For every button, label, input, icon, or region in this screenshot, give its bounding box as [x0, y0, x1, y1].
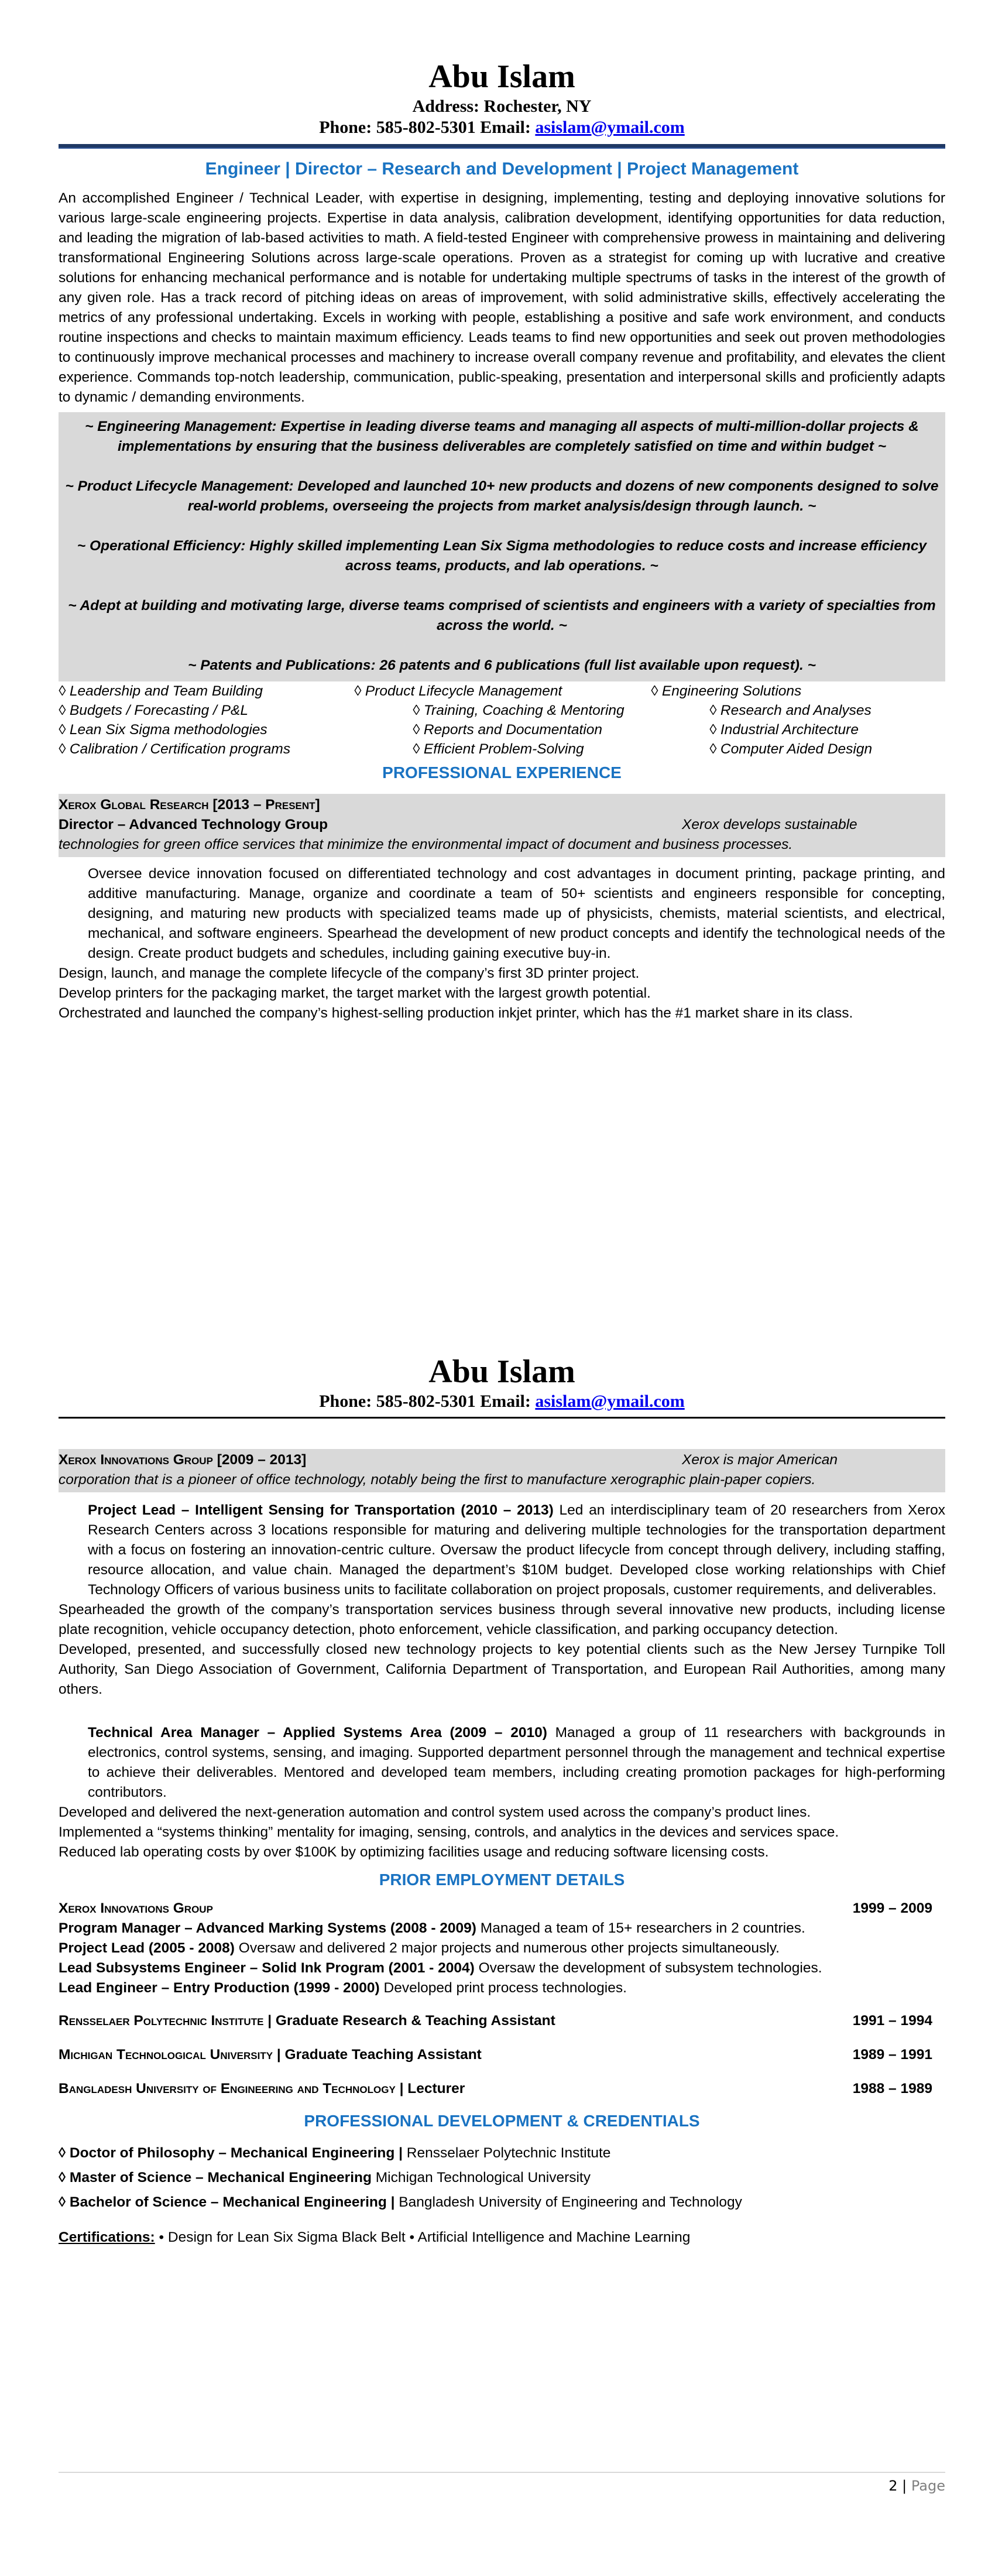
professional-tagline: Engineer | Director – Research and Development | Project Management	[205, 159, 799, 179]
role-entry	[59, 1501, 945, 1600]
achievement-item: Spearheaded the growth of the company’s transportation services business through several innovative new products, including license plate recognition, vehicle occupancy detection, photo enforcement, vehicle classification, and parking occupancy detection.	[59, 1602, 945, 1638]
section-title-prior-employment: PRIOR EMPLOYMENT DETAILS	[379, 1871, 625, 1889]
company-name: Xerox Innovations Group [2009 – 2013]	[59, 1452, 307, 1468]
role-title: Project Lead – Intelligent Sensing for Transportation (2010 – 2013)	[88, 1502, 554, 1518]
section-title-experience: PROFESSIONAL EXPERIENCE	[382, 763, 622, 782]
company-box-xerox-innovations	[59, 1449, 945, 1492]
role-overview: Oversee device innovation focused on differentiated technology and cost advantages in document printing, package printing, and additive manufacturing. Manage, organize and coordinate a team of 50+ scientists and engineers responsible for concepting, designing, and maturing new products with specialized teams made up of physicists, chemists, material scientists, and electrical, mechanical, and software engineers. Spearhead the development of new product concepts and identify the technological needs of the design. Create product budgets and schedules, including gaining executive buy-in.	[88, 866, 945, 961]
role-title: Lead Engineer – Entry Production (1999 - 2000)	[59, 1980, 380, 1996]
prior-role	[59, 1978, 945, 1998]
highlight-item: ~ Operational Efficiency: Highly skilled implementing Lean Six Sigma methodologies to reduce costs and increase efficiency across teams, products, and lab operations. ~	[77, 538, 927, 574]
role-title: Program Manager – Advanced Marking Systems (2008 - 2009)	[59, 1920, 476, 1936]
degree: ◊ Master of Science – Mechanical Engineering	[59, 2170, 372, 2186]
skill-item: ◊ Efficient Problem-Solving	[413, 741, 584, 757]
contact-line	[59, 117, 945, 138]
skill-item: ◊ Engineering Solutions	[651, 683, 802, 699]
company-name: Xerox Global Research [2013 – Present]	[59, 797, 320, 813]
highlights-box	[59, 412, 945, 681]
summary-paragraph: An accomplished Engineer / Technical Leader, with expertise in designing, implementing, testing and deploying innovative solutions for various large-scale engineering projects. Expertise in data analysis, calibration development, identifying opportunities for data reduction, and leading the migration of lab-based activities to math. A field-tested Engineer with comprehensive prowess in maintaining and delivering transformational Engineering Solutions across large-scale operations. Proven as a strategist for coming up with lucrative and creative solutions for enhancing mechanical performance and is notable for undertaking multiple spectrums of tasks in the interest of the growth of any given role. Has a track record of pitching ideas on areas of improvement, with solid administrative skills, effectively accelerating the metrics of any professional undertaking. Excels in working with people, establishing a positive and safe work environment, and conducts routine inspections and checks to maintain maximum efficiency. Leads teams to find new opportunities and seek out proven methodologies to continuously improve mechanical processes and machinery to increase overall company revenue and profitability, and elevates the client experience. Commands top-notch leadership, communication, public-speaking, presentation and interpersonal skills and proficiently adapts to dynamic / demanding environments.	[59, 190, 945, 405]
footer-divider	[59, 2472, 945, 2473]
contact-line	[59, 1391, 945, 1412]
company-line	[59, 1450, 945, 1470]
employment-dates: 1988 – 1989	[852, 2081, 932, 2097]
skill-item: ◊ Budgets / Forecasting / P&L	[59, 703, 248, 718]
certifications-list: • Design for Lean Six Sigma Black Belt • Artificial Intelligence and Machine Learning	[155, 2229, 691, 2245]
page-1	[59, 57, 945, 1023]
header-divider	[59, 1417, 945, 1419]
academic-position	[59, 2079, 945, 2099]
position-title: | Graduate Teaching Assistant	[273, 2047, 482, 2063]
skill-item: ◊ Training, Coaching & Mentoring	[413, 703, 625, 718]
achievement-item: Reduced lab operating costs by over $100K by optimizing facilities usage and reducing software licensing costs.	[59, 1844, 769, 1860]
role-description: Oversaw the development of subsystem technologies.	[474, 1960, 822, 1976]
role-title: Lead Subsystems Engineer – Solid Ink Program (2001 - 2004)	[59, 1960, 475, 1976]
skill-item: ◊ Industrial Architecture	[709, 722, 859, 738]
role-description: Managed a group of 11 researchers with backgrounds in electronics, control systems, sensing, and imaging. Supported department personnel through the management and technical expertise to achieve their deliverables. Mentored and developed team members, including creating promotion packages for high-performing contributors.	[88, 1725, 946, 1800]
skill-item: ◊ Product Lifecycle Management	[354, 683, 562, 699]
role-entry	[59, 1723, 945, 1803]
email-link[interactable]: asislam@ymail.com	[535, 1392, 685, 1411]
footer-separator: |	[897, 2478, 911, 2494]
header-divider	[59, 144, 945, 149]
certifications-line	[59, 2228, 945, 2248]
skill-item: ◊ Calibration / Certification programs	[59, 741, 291, 757]
address: Address: Rochester, NY	[412, 97, 592, 116]
page-number: 2	[888, 2478, 898, 2494]
achievement-item: Implemented a “systems thinking” mentality for imaging, sensing, controls, and analytics in the devices and services space.	[59, 1824, 839, 1840]
achievement-item: Developed, presented, and successfully closed new technology projects to key potential clients such as the New Jersey Turnpike Toll Authority, San Diego Association of Government, California Department of Transportation, and European Rail Authorities, among many others.	[59, 1642, 945, 1697]
achievement-item: Develop printers for the packaging market, the target market with the largest growth potential.	[59, 985, 651, 1001]
skill-item: ◊ Reports and Documentation	[413, 722, 602, 738]
achievement-item: Design, launch, and manage the complete lifecycle of the company’s first 3D printer project.	[59, 965, 640, 981]
company-description-cont: corporation that is a pioneer of office technology, notably being the first to manufacture xerographic plain-paper copiers.	[59, 1472, 816, 1488]
page-2	[59, 1352, 945, 2248]
skills-grid	[59, 681, 945, 759]
achievement-item: Developed and delivered the next-generation automation and control system used across the company’s product lines.	[59, 1804, 811, 1820]
education-item	[59, 2141, 945, 2166]
school: Bangladesh University of Engineering and Technology	[394, 2194, 742, 2210]
education-item	[59, 2166, 945, 2190]
company-name: Xerox Innovations Group	[59, 1900, 213, 1916]
role-description: Managed a team of 15+ researchers in 2 countries.	[476, 1920, 805, 1936]
highlight-item: ~ Engineering Management: Expertise in leading diverse teams and managing all aspects of multi-million-dollar projects & implementations by ensuring that the business deliverables are completely satisfied on time and within budget ~	[85, 419, 919, 454]
degree: ◊ Bachelor of Science – Mechanical Engineering |	[59, 2194, 395, 2210]
employment-dates: 1999 – 2009	[852, 1900, 932, 1916]
employment-dates: 1991 – 1994	[852, 2013, 932, 2029]
academic-position	[59, 2011, 945, 2031]
achievement-item: Orchestrated and launched the company’s highest-selling production inkjet printer, which has the #1 market share in its class.	[59, 1005, 853, 1021]
company-description: Xerox is major American	[682, 1452, 838, 1468]
school: Michigan Technological University	[371, 2170, 591, 2186]
institution-name: Bangladesh University of Engineering and Technology	[59, 2081, 396, 2097]
academic-position	[59, 2045, 945, 2065]
page-footer	[888, 2478, 945, 2494]
page-label: Page	[911, 2478, 945, 2494]
section-title-credentials: PROFESSIONAL DEVELOPMENT & CREDENTIALS	[304, 2112, 700, 2130]
position-title: | Lecturer	[395, 2081, 465, 2097]
skill-item: ◊ Research and Analyses	[709, 703, 872, 718]
candidate-name: Abu Islam	[428, 59, 575, 95]
skill-item: ◊ Lean Six Sigma methodologies	[59, 722, 267, 738]
resume-header-page2	[59, 1352, 945, 1412]
institution-name: Rensselaer Polytechnic Institute	[59, 2013, 264, 2029]
highlight-item: ~ Patents and Publications: 26 patents and 6 publications (full list available upon request). ~	[188, 657, 816, 673]
role-title: Director – Advanced Technology Group	[59, 817, 328, 833]
position-title: | Graduate Research & Teaching Assistant	[263, 2013, 555, 2029]
candidate-name: Abu Islam	[428, 1354, 575, 1390]
company-box-xerox-global	[59, 794, 945, 857]
company-description: Xerox develops sustainable	[682, 817, 857, 833]
degree: ◊ Doctor of Philosophy – Mechanical Engineering |	[59, 2145, 403, 2161]
prior-role	[59, 1938, 945, 1958]
role-title: Project Lead (2005 - 2008)	[59, 1940, 235, 1956]
highlight-item: ~ Product Lifecycle Management: Developed and launched 10+ new products and dozens of new components designed to solve real-world problems, overseeing the projects from market analysis/design through launch. ~	[65, 478, 939, 514]
skill-item: ◊ Leadership and Team Building	[59, 683, 263, 699]
education-item	[59, 2190, 945, 2215]
institution-name: Michigan Technological University	[59, 2047, 273, 2063]
skill-item: ◊ Computer Aided Design	[709, 741, 873, 757]
prior-role	[59, 1919, 945, 1938]
phone: Phone: 585-802-5301 Email:	[319, 118, 536, 137]
email-link[interactable]: asislam@ymail.com	[535, 118, 685, 137]
prior-company-line	[59, 1899, 945, 1919]
prior-role	[59, 1958, 945, 1978]
highlight-item: ~ Adept at building and motivating large, diverse teams comprised of scientists and engineers with a variety of specialties from across the world. ~	[68, 598, 936, 633]
phone: Phone: 585-802-5301 Email:	[319, 1392, 536, 1411]
company-description-cont: technologies for green office services that minimize the environmental impact of document and business processes.	[59, 837, 793, 852]
certifications-label: Certifications:	[59, 2229, 155, 2245]
role-description: Developed print process technologies.	[379, 1980, 627, 1996]
role-line	[59, 815, 945, 835]
employment-dates: 1989 – 1991	[852, 2047, 932, 2063]
school: Rensselaer Polytechnic Institute	[403, 2145, 611, 2161]
role-description: Oversaw and delivered 2 major projects and numerous other projects simultaneously.	[234, 1940, 780, 1956]
resume-header	[59, 57, 945, 138]
role-description: Led an interdisciplinary team of 20 researchers from Xerox Research Centers across 3 locations responsible for maturing and delivering multiple technologies for the transportation department with a focus on fostering an innovation-centric culture. Oversaw the product lifecycle from concept through delivery, including staffing, resource allocation, and value chain. Managed the department’s $10M budget. Developed close working relationships with Chief Technology Officers of various business units to facilitate collaboration on project proposals, customer requirements, and deliverables.	[88, 1502, 945, 1598]
role-title: Technical Area Manager – Applied Systems Area (2009 – 2010)	[88, 1725, 547, 1741]
